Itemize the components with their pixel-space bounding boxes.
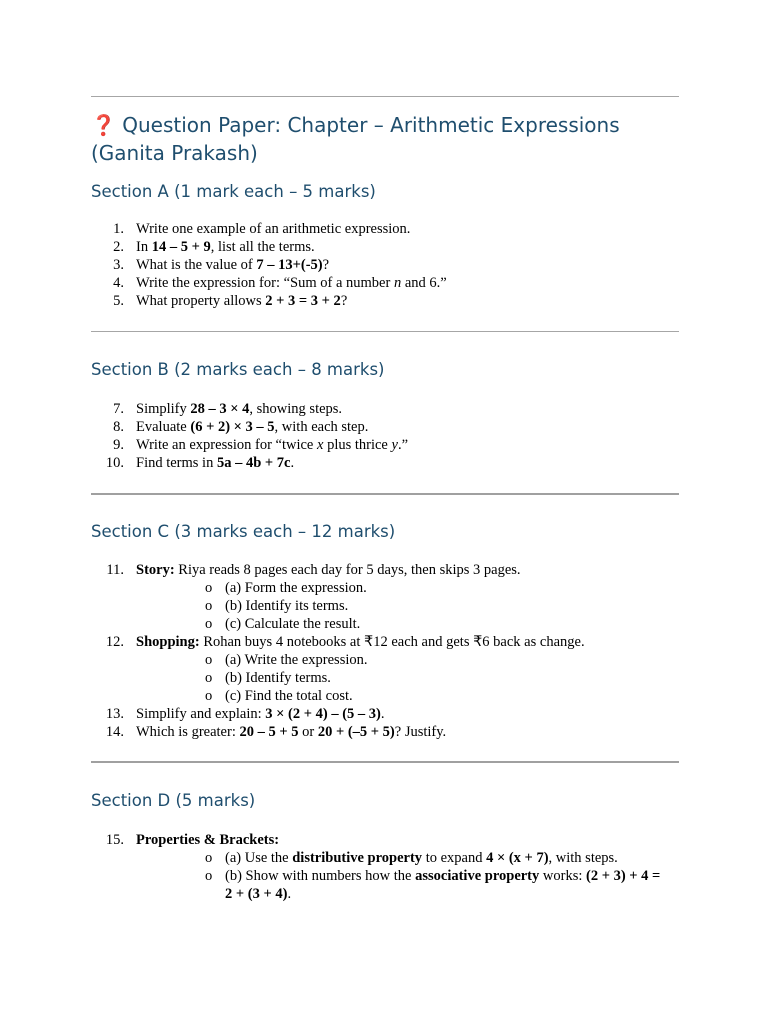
item-expression: 3 × (2 + 4) – (5 – 3) <box>265 706 381 722</box>
item-text: Write an expression for “twice <box>136 437 317 453</box>
item-text: and 6.” <box>401 275 447 291</box>
item-expression: (2 + 3) + 4 = <box>586 868 661 884</box>
property-name: associative property <box>415 868 540 884</box>
sub-item-text: . <box>287 886 292 902</box>
list-item <box>91 274 679 292</box>
sub-item <box>136 615 679 633</box>
item-text: Write the expression for: “Sum of a number <box>136 275 394 291</box>
item-expression: 2 + 3 = 3 + 2 <box>265 293 341 309</box>
section-d-list <box>91 831 679 903</box>
sub-item-text: (b) Identify terms. <box>225 670 331 686</box>
property-name: distributive property <box>292 850 423 866</box>
item-variable: y <box>391 437 398 453</box>
sub-item <box>136 597 679 615</box>
item-number: 12. <box>105 634 124 650</box>
item-text: Simplify <box>136 401 191 417</box>
sub-item <box>136 849 679 867</box>
page-title: ❓ Question Paper: Chapter – Arithmetic Expressions (Ganita Prakash) <box>91 113 620 165</box>
sub-item-text: (a) Use the <box>225 850 293 866</box>
item-variable: n <box>393 275 402 291</box>
item-number: 2. <box>113 239 124 255</box>
sub-item-text: to expand <box>422 850 487 866</box>
item-expression: 14 – 5 + 9 <box>151 239 211 255</box>
bullet-icon: o <box>205 688 213 704</box>
bullet-icon: o <box>205 850 213 866</box>
item-number: 11. <box>106 562 124 578</box>
section-a-list <box>91 220 679 310</box>
section-b-heading: Section B (2 marks each – 8 marks) <box>91 360 385 379</box>
list-item <box>91 436 679 454</box>
item-number: 1. <box>113 221 124 237</box>
item-number: 7. <box>113 401 124 417</box>
sub-item <box>136 669 679 687</box>
item-text: . <box>380 706 385 722</box>
item-text: .” <box>397 437 408 453</box>
list-item <box>91 220 679 238</box>
item-text: ? <box>340 293 348 309</box>
question-paper <box>91 96 679 903</box>
sub-item-text: works: <box>539 868 586 884</box>
item-number: 5. <box>113 293 124 309</box>
item-text: , list all the terms. <box>210 239 315 255</box>
list-item <box>91 831 679 903</box>
sub-item <box>136 867 679 903</box>
item-expression: 2 + (3 + 4) <box>225 886 288 902</box>
bullet-icon: o <box>205 580 213 596</box>
section-c-heading: Section C (3 marks each – 12 marks) <box>91 522 396 541</box>
item-lead: Story: <box>136 562 175 578</box>
section-b-list <box>91 400 679 472</box>
sub-item <box>136 579 679 597</box>
sub-list <box>136 849 679 903</box>
item-text: , showing steps. <box>249 401 343 417</box>
sub-item <box>136 687 679 705</box>
item-number: 13. <box>105 706 124 722</box>
item-expression: 4 × (x + 7) <box>486 850 549 866</box>
item-variable: x <box>317 437 324 453</box>
item-text: or <box>298 724 318 740</box>
item-lead: Shopping: <box>136 634 200 650</box>
list-item <box>91 561 679 633</box>
item-text: Riya reads 8 pages each day for 5 days, then skips 3 pages. <box>174 562 521 578</box>
item-text: What property allows <box>136 293 266 309</box>
sub-list <box>136 651 679 705</box>
sub-item-text: (b) Show with numbers how the <box>225 868 416 884</box>
item-text: Rohan buys 4 notebooks at ₹12 each and gets ₹6 back as change. <box>199 634 585 650</box>
item-expression: 20 – 5 + 5 <box>239 724 299 740</box>
list-item <box>91 633 679 705</box>
item-expression: 5a – 4b + 7c <box>216 455 291 471</box>
bullet-icon: o <box>205 670 213 686</box>
bullet-icon: o <box>205 616 213 632</box>
section-divider <box>91 331 679 332</box>
bullet-icon: o <box>205 598 213 614</box>
item-expression: 28 – 3 × 4 <box>190 401 250 417</box>
bullet-icon: o <box>205 868 213 884</box>
sub-item-text: , with steps. <box>548 850 618 866</box>
sub-item-text: (c) Calculate the result. <box>225 616 361 632</box>
list-item <box>91 723 679 741</box>
item-number: 4. <box>113 275 124 291</box>
item-text: ? <box>322 257 330 273</box>
sub-item-text: (a) Write the expression. <box>225 652 368 668</box>
section-divider <box>91 761 679 763</box>
list-item <box>91 705 679 723</box>
section-c-list <box>91 561 679 741</box>
list-item <box>91 400 679 418</box>
item-expression: 20 + (–5 + 5) <box>317 724 395 740</box>
section-a-heading: Section A (1 mark each – 5 marks) <box>91 182 376 201</box>
item-text: ? Justify. <box>394 724 447 740</box>
list-item <box>91 292 679 310</box>
item-text: Evaluate <box>136 419 191 435</box>
item-expression: (6 + 2) × 3 – 5 <box>190 419 275 435</box>
item-lead: Properties & Brackets: <box>136 832 280 848</box>
item-text: What is the value of <box>136 257 257 273</box>
list-item <box>91 238 679 256</box>
section-d-heading: Section D (5 marks) <box>91 791 256 810</box>
top-divider <box>91 96 679 97</box>
sub-item <box>136 651 679 669</box>
item-text: In <box>136 239 152 255</box>
item-expression: 7 – 13+(-5) <box>256 257 323 273</box>
item-number: 3. <box>113 257 124 273</box>
item-number: 9. <box>113 437 124 453</box>
item-number: 14. <box>105 724 124 740</box>
item-number: 8. <box>113 419 124 435</box>
item-text: Simplify and explain: <box>136 706 266 722</box>
bullet-icon: o <box>205 652 213 668</box>
item-text: , with each step. <box>274 419 369 435</box>
list-item <box>91 454 679 472</box>
item-number: 10. <box>105 455 124 471</box>
sub-list <box>136 579 679 633</box>
sub-item-text: (b) Identify its terms. <box>225 598 349 614</box>
sub-item-text: (c) Find the total cost. <box>225 688 353 704</box>
section-divider <box>91 493 679 495</box>
item-text: Write one example of an arithmetic expression. <box>136 221 411 237</box>
item-text: Find terms in <box>136 455 217 471</box>
list-item <box>91 256 679 274</box>
item-text: plus thrice <box>323 437 392 453</box>
item-number: 15. <box>105 832 124 848</box>
list-item <box>91 418 679 436</box>
item-text: . <box>290 455 295 471</box>
item-text: Which is greater: <box>136 724 240 740</box>
sub-item-text: (a) Form the expression. <box>225 580 367 596</box>
